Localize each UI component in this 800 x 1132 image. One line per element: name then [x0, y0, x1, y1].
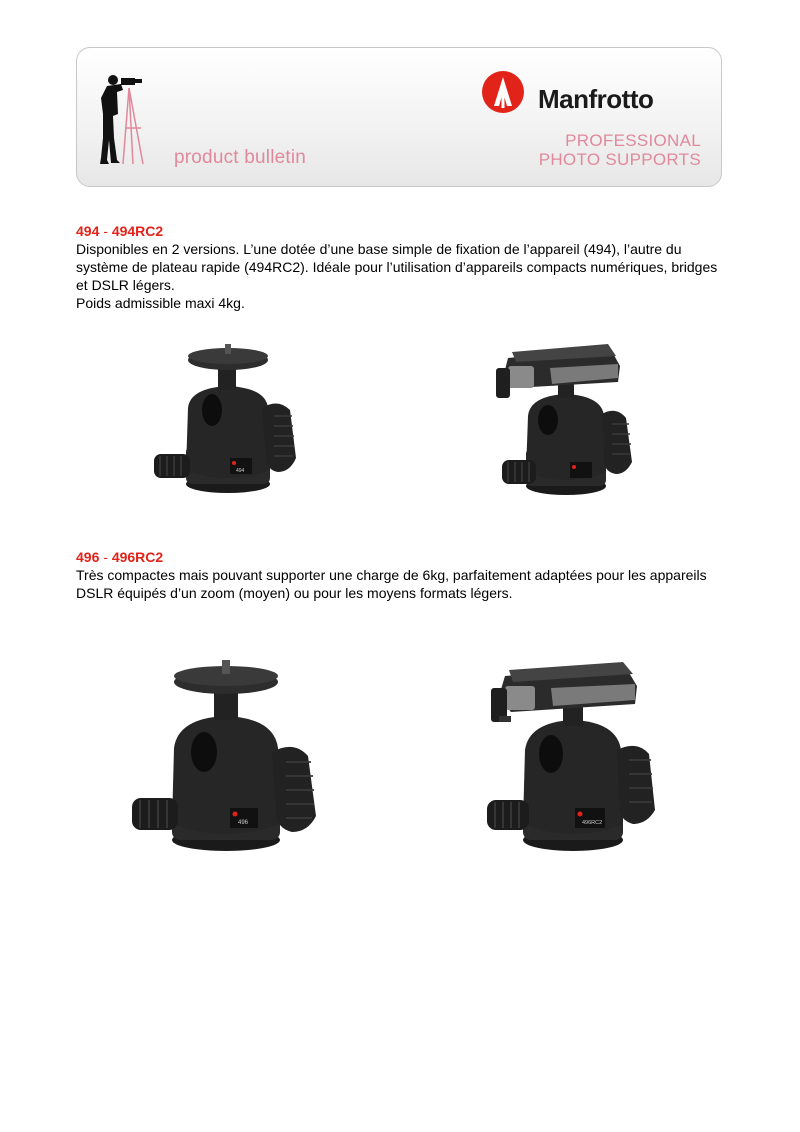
model-code: 494: [76, 223, 100, 239]
brand-name: Manfrotto: [538, 84, 654, 114]
section-heading: [76, 548, 726, 566]
tagline-line-2: PHOTO SUPPORTS: [538, 150, 701, 169]
ball-head-496rc2-photo: [485, 654, 660, 852]
model-code: 496: [76, 549, 100, 565]
model-badge: 496: [238, 820, 249, 826]
product-bulletin-label: product bulletin: [174, 147, 307, 168]
section-heading: [76, 222, 726, 240]
model-code-rc2: 494RC2: [111, 223, 164, 239]
product-section-496: [76, 548, 726, 602]
section-description: Disponibles en 2 versions. L’une dotée d’une base simple de fixation de l’appareil (494), l’autre du système de plateau rapide (494RC2). Idéale pour l’utilisation d’appareils compacts numériques, bridges et DSLR légers.: [76, 241, 718, 293]
heading-separator: -: [103, 223, 108, 239]
tagline-line-1: PROFESSIONAL: [565, 131, 701, 150]
model-code-rc2: 496RC2: [111, 549, 164, 565]
section-description: Très compactes mais pouvant supporter une charge de 6kg, parfaitement adaptées pour les appareils DSLR équipés d’un zoom (moyen) ou pour les moyens formats légers.: [76, 567, 707, 601]
manfrotto-logo-icon: [481, 70, 525, 114]
ball-head-494rc2-photo: [490, 338, 640, 498]
product-section-494: [76, 222, 726, 312]
ball-head-496-photo: [130, 656, 322, 852]
heading-separator: -: [103, 549, 108, 565]
model-badge: 496RC2: [582, 820, 603, 826]
section-weight-note: Poids admissible maxi 4kg.: [76, 295, 245, 311]
model-badge: 494: [236, 468, 245, 474]
product-bulletin-banner: [76, 47, 722, 187]
photographer-silhouette-icon: [91, 68, 155, 168]
ball-head-494-photo: [150, 338, 302, 496]
